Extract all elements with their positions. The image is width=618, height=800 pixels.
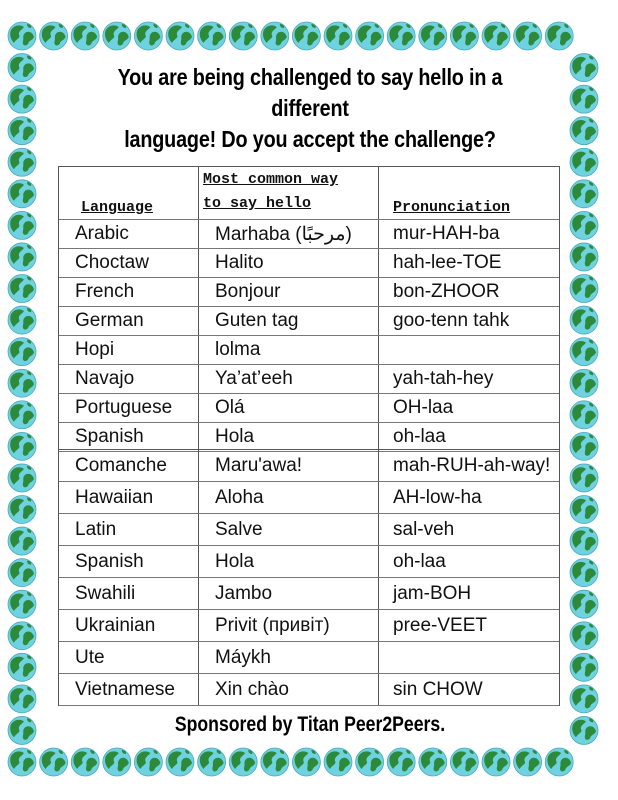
header-pronunciation: Pronunciation <box>393 199 511 216</box>
hello-cell: Aloha <box>199 482 379 513</box>
language-cell: Spanish <box>59 423 199 451</box>
pronunciation-cell: sal-veh <box>393 518 455 540</box>
globe-icon <box>292 748 320 776</box>
title-line-1: You are being challenged to say hello in a different <box>117 64 503 121</box>
globe-icon <box>482 748 510 776</box>
table-row <box>59 249 559 278</box>
hello-cell: Marhaba (مرحبًا) <box>199 220 379 248</box>
pronunciation-cell <box>379 336 557 364</box>
language-cell: Navajo <box>59 365 199 393</box>
globe-icon <box>324 748 352 776</box>
language-cell: Hawaiian <box>59 482 199 513</box>
table-header-row <box>59 167 559 220</box>
globe-icon <box>8 685 36 713</box>
globe-icon <box>570 401 598 429</box>
hello-cell: Jambo <box>199 578 379 609</box>
table-row <box>59 578 559 610</box>
globe-icon <box>570 527 598 555</box>
globe-icon <box>570 54 598 82</box>
table-row <box>59 220 559 249</box>
globe-icon <box>103 22 131 50</box>
language-cell: Spanish <box>59 546 199 577</box>
globe-icon <box>570 559 598 587</box>
hello-cell: lolma <box>199 336 379 364</box>
globe-icon <box>8 211 36 239</box>
language-cell: Portuguese <box>59 394 199 422</box>
language-cell: Choctaw <box>59 249 199 277</box>
globe-icon <box>482 22 510 50</box>
hello-cell: Xin chào <box>199 674 379 705</box>
pronunciation-cell: pree-VEET <box>393 614 487 636</box>
language-cell: French <box>59 278 199 306</box>
header-hello: Most common way to say hello <box>199 167 379 219</box>
table-row <box>59 546 559 578</box>
pronunciation-cell: mur-HAH-ba <box>393 223 500 244</box>
pronunciation-cell: oh-laa <box>393 550 446 572</box>
globe-icon <box>261 748 289 776</box>
hello-cell: Máykh <box>199 642 379 673</box>
globe-icon <box>570 685 598 713</box>
globe-icon <box>8 117 36 145</box>
globe-icon <box>8 748 36 776</box>
hello-cell: Olá <box>199 394 379 422</box>
table-row <box>59 365 559 394</box>
language-cell: Hopi <box>59 336 199 364</box>
globe-icon <box>8 495 36 523</box>
globe-icon <box>8 54 36 82</box>
globe-icon <box>570 432 598 460</box>
globe-icon <box>166 748 194 776</box>
globe-icon <box>514 748 542 776</box>
table-row <box>59 514 559 546</box>
hello-cell: Hola <box>199 423 379 451</box>
greetings-table-top <box>58 166 560 452</box>
globe-icon <box>570 495 598 523</box>
globe-icon <box>40 22 68 50</box>
globe-icon <box>71 748 99 776</box>
globe-icon <box>8 590 36 618</box>
globe-icon <box>229 748 257 776</box>
globe-icon <box>8 401 36 429</box>
pronunciation-cell <box>379 642 557 673</box>
sponsor-footer: Sponsored by Titan Peer2Peers. <box>174 713 446 736</box>
language-cell: Ukrainian <box>59 610 199 641</box>
table-row <box>59 450 559 482</box>
globe-icon <box>8 432 36 460</box>
table-row <box>59 394 559 423</box>
pronunciation-cell: hah-lee-TOE <box>393 252 502 273</box>
table-row <box>59 307 559 336</box>
globe-icon <box>570 85 598 113</box>
globe-icon <box>450 22 478 50</box>
globe-icon <box>419 748 447 776</box>
hello-cell: Ya’at’eeh <box>199 365 379 393</box>
hello-cell: Maru'awa! <box>199 450 379 481</box>
globe-icon <box>570 275 598 303</box>
globe-icon <box>570 338 598 366</box>
language-cell: Ute <box>59 642 199 673</box>
globe-icon <box>198 22 226 50</box>
globe-icon <box>134 748 162 776</box>
globe-icon <box>8 716 36 744</box>
globe-icon <box>8 148 36 176</box>
globe-icon <box>8 369 36 397</box>
pronunciation-cell: goo-tenn tahk <box>393 310 510 331</box>
table-row <box>59 336 559 365</box>
globe-icon <box>570 148 598 176</box>
globe-icon <box>261 22 289 50</box>
globe-icon <box>387 22 415 50</box>
globe-icon <box>8 85 36 113</box>
title-line-2: language! Do you accept the challenge? <box>124 126 496 152</box>
globe-icon <box>8 180 36 208</box>
table-row <box>59 278 559 307</box>
table-row <box>59 674 559 706</box>
globe-icon <box>134 22 162 50</box>
table-row <box>59 610 559 642</box>
hello-cell: Salve <box>199 514 379 545</box>
globe-icon <box>229 22 257 50</box>
pronunciation-cell: bon-ZHOOR <box>393 281 500 302</box>
globe-icon <box>570 211 598 239</box>
globe-icon <box>545 748 573 776</box>
hello-cell: Guten tag <box>199 307 379 335</box>
globe-icon <box>570 306 598 334</box>
globe-icon <box>570 464 598 492</box>
globe-icon <box>545 22 573 50</box>
pronunciation-cell: OH-laa <box>393 397 454 418</box>
globe-icon <box>103 748 131 776</box>
page-title <box>95 62 525 155</box>
globe-icon <box>8 559 36 587</box>
globe-icon <box>8 22 36 50</box>
pronunciation-cell: jam-BOH <box>393 582 472 604</box>
globe-icon <box>8 653 36 681</box>
pronunciation-cell: mah-RUH-ah-way! <box>393 454 551 476</box>
language-cell: Latin <box>59 514 199 545</box>
globe-icon <box>570 369 598 397</box>
language-cell: Vietnamese <box>59 674 199 705</box>
globe-icon <box>8 243 36 271</box>
globe-icon <box>40 748 68 776</box>
globe-icon <box>8 306 36 334</box>
language-cell: Swahili <box>59 578 199 609</box>
pronunciation-cell: oh-laa <box>393 426 446 447</box>
globe-icon <box>570 653 598 681</box>
language-cell: Comanche <box>59 450 199 481</box>
globe-icon <box>356 748 384 776</box>
table-row <box>59 642 559 674</box>
language-cell: German <box>59 307 199 335</box>
globe-icon <box>450 748 478 776</box>
globe-icon <box>198 748 226 776</box>
globe-icon <box>387 748 415 776</box>
pronunciation-cell: AH-low-ha <box>393 486 482 508</box>
globe-icon <box>570 117 598 145</box>
greetings-table-bottom <box>58 449 560 706</box>
globe-icon <box>570 622 598 650</box>
table-row <box>59 482 559 514</box>
pronunciation-cell: yah-tah-hey <box>393 368 494 389</box>
table-row <box>59 423 559 452</box>
globe-icon <box>8 464 36 492</box>
hello-cell: Bonjour <box>199 278 379 306</box>
globe-icon <box>356 22 384 50</box>
hello-cell: Hola <box>199 546 379 577</box>
globe-icon <box>166 22 194 50</box>
globe-icon <box>8 338 36 366</box>
hello-cell: Privit (привіт) <box>199 610 379 641</box>
globe-icon <box>71 22 99 50</box>
language-cell: Arabic <box>59 220 199 248</box>
globe-icon <box>570 590 598 618</box>
globe-icon <box>292 22 320 50</box>
globe-icon <box>8 527 36 555</box>
pronunciation-cell: sin CHOW <box>393 678 483 700</box>
globe-icon <box>324 22 352 50</box>
globe-icon <box>514 22 542 50</box>
globe-icon <box>419 22 447 50</box>
globe-icon <box>570 716 598 744</box>
globe-icon <box>570 180 598 208</box>
globe-icon <box>570 243 598 271</box>
header-language: Language <box>59 167 199 219</box>
globe-icon <box>8 275 36 303</box>
hello-cell: Halito <box>199 249 379 277</box>
globe-icon <box>8 622 36 650</box>
